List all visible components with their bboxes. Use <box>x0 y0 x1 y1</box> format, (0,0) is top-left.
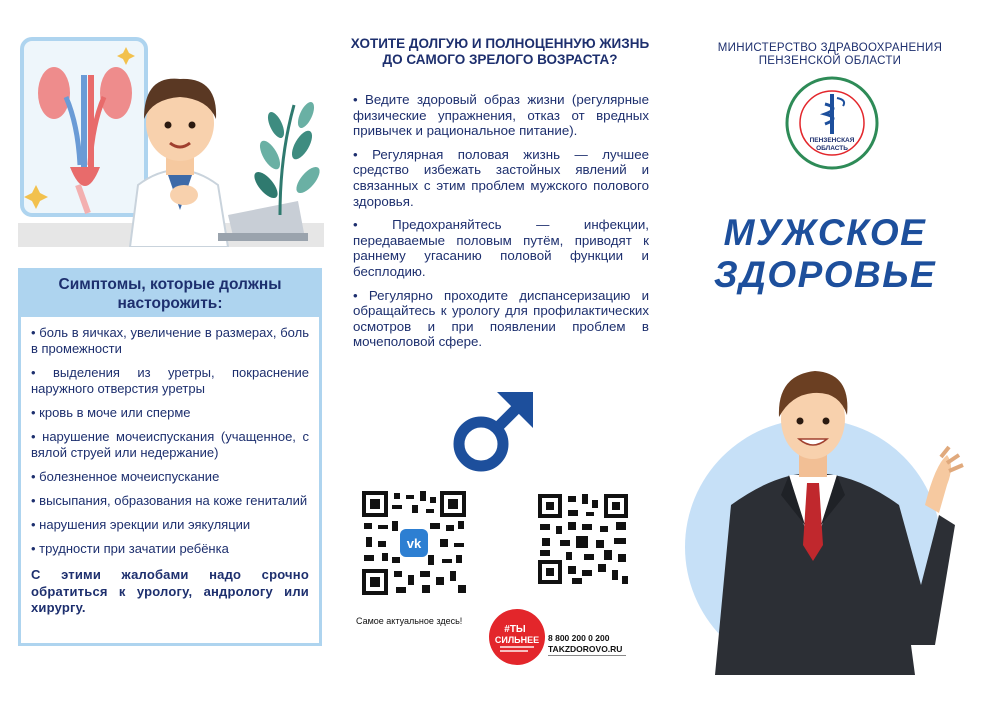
symptoms-heading: Симптомы, которые должны насторожить: <box>21 271 319 317</box>
question-heading: ХОТИТЕ ДОЛГУЮ И ПОЛНОЦЕННУЮ ЖИЗНЬ ДО САМОГО ЗРЕЛОГО ВОЗРАСТА? <box>350 36 650 67</box>
ministry-line1: МИНИСТЕРСТВО ЗДРАВООХРАНЕНИЯ <box>717 42 943 54</box>
site-qr-code[interactable] <box>538 494 628 584</box>
symptom-item: • высыпания, образования на коже гениталий <box>31 493 308 508</box>
emblem-text2: ОБЛАСТЬ <box>816 145 848 152</box>
man-waving-illustration <box>685 355 985 675</box>
hotline-block <box>548 633 626 656</box>
symptom-item: • боль в яичках, увеличение в размерах, боль в промежности <box>31 325 309 356</box>
symptoms-box <box>18 268 322 646</box>
badge-line2: СИЛЬНЕЕ <box>494 635 540 645</box>
emblem-text1: ПЕНЗЕНСКАЯ <box>809 137 855 144</box>
svg-text:vk: vk <box>406 536 422 551</box>
actual-here-caption: Самое актуальное здесь! <box>356 616 463 626</box>
symptom-item: • трудности при зачатии ребёнка <box>31 541 229 556</box>
vk-qr-code[interactable] <box>362 491 466 595</box>
male-symbol-icon <box>447 388 537 478</box>
page-title <box>690 212 960 296</box>
symptoms-list <box>21 317 319 557</box>
hotline-site: TAKZDOROVO.RU <box>548 644 623 654</box>
campaign-badge-logo <box>488 608 546 666</box>
hotline-phone: 8 800 200 0 200 <box>548 633 610 643</box>
title-line2: ЗДОРОВЬЕ <box>713 254 937 295</box>
advice-list <box>353 92 649 358</box>
advice-item: • Регулярная половая жизнь — лучшее средство избежать застойных явлений и связанных с этим проблем мужского полового здоровья. <box>353 146 649 209</box>
advice-item: • Предохраняйтесь — инфекции, передаваемые половым путём, приводят к раннему угасанию половой функции и бесплодию. <box>353 217 649 279</box>
symptom-item: • нарушение мочеиспускания (учащенное, с вялой струей или недержание) <box>31 429 309 460</box>
badge-line1: #ТЫ <box>504 624 526 635</box>
doctor-kidney-illustration <box>18 35 324 247</box>
symptom-item: • болезненное мочеиспускание <box>31 469 220 484</box>
symptom-item: • выделения из уретры, покраснение наружного отверстия уретры <box>31 365 309 396</box>
title-line1: МУЖСКОЕ <box>723 212 927 253</box>
ministry-line2: ПЕНЗЕНСКОЙ ОБЛАСТИ <box>758 55 902 67</box>
ministry-name <box>690 42 970 68</box>
doctor-warning: С этими жалобами надо срочно обратиться к урологу, андрологу или хирургу. <box>31 567 309 615</box>
symptom-item: • нарушения эрекции или эякуляции <box>31 517 251 532</box>
advice-item: • Ведите здоровый образ жизни (регулярные физические упражнения, отказ от вредных привычек и рациональное питание). <box>353 92 649 139</box>
symptom-item: • кровь в моче или сперме <box>31 405 191 420</box>
prevention-center-emblem <box>785 76 879 170</box>
advice-item: • Регулярно проходите диспансеризацию и обращайтесь к урологу для профилактических осмотров и при появлении проблем в мочеполовой сфере. <box>353 287 649 350</box>
